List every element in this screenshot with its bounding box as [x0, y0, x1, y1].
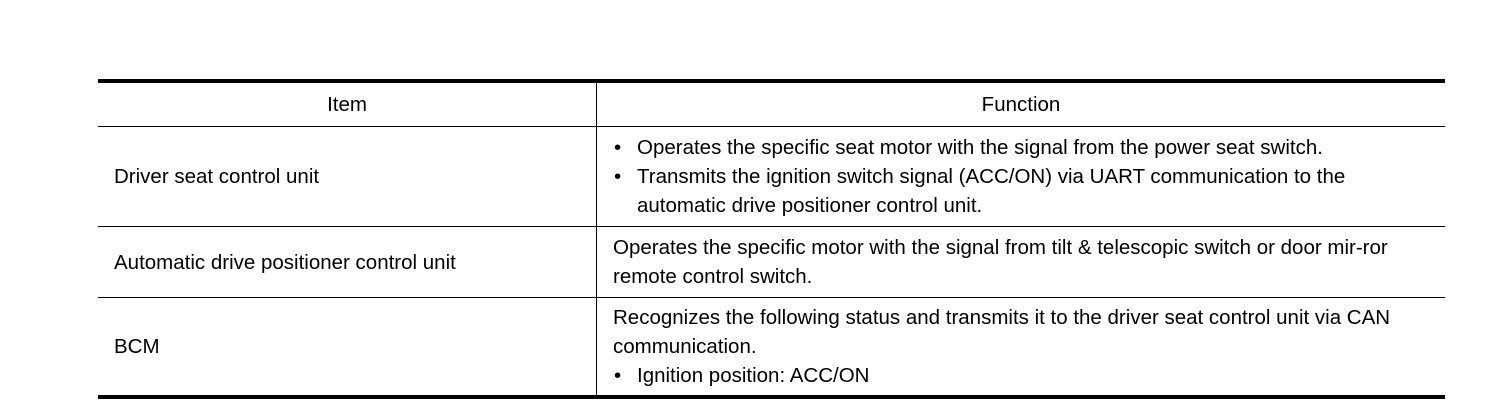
item-cell: Automatic drive positioner control unit: [98, 227, 597, 298]
bullet-icon: •: [614, 136, 622, 159]
bullet-item: [613, 133, 1429, 162]
bullet-text: Operates the specific seat motor with the signal from the power seat switch.: [637, 136, 1323, 159]
table-row: [98, 127, 1445, 227]
function-cell: [597, 227, 1446, 298]
bullet-icon: •: [614, 364, 622, 387]
bullet-text: Ignition position: ACC/ON: [637, 364, 870, 387]
bullet-icon: •: [614, 165, 622, 188]
item-cell: BCM: [98, 298, 597, 398]
bullet-list: [613, 361, 1429, 390]
bullet-text: Transmits the ignition switch signal (ACC/ON) via UART communication to the automatic drive positioner control unit.: [637, 165, 1346, 217]
function-text: Recognizes the following status and transmits it to the driver seat control unit via CAN communication.: [613, 306, 1391, 358]
function-cell: [597, 298, 1446, 398]
table-row: [98, 298, 1445, 398]
table-row: [98, 227, 1445, 298]
function-text: Operates the specific motor with the signal from tilt & telescopic switch or door mir-ror remote control switch.: [613, 236, 1388, 288]
bullet-list: [613, 133, 1429, 220]
function-table: [98, 79, 1445, 399]
header-row: [98, 81, 1445, 127]
header-item: Item: [98, 81, 597, 127]
header-function: Function: [597, 81, 1446, 127]
table-header: [98, 81, 1445, 127]
bullet-item: [613, 162, 1429, 220]
function-cell: [597, 127, 1446, 227]
item-cell: Driver seat control unit: [98, 127, 597, 227]
table-body: [98, 127, 1445, 398]
bullet-item: [613, 361, 1429, 390]
